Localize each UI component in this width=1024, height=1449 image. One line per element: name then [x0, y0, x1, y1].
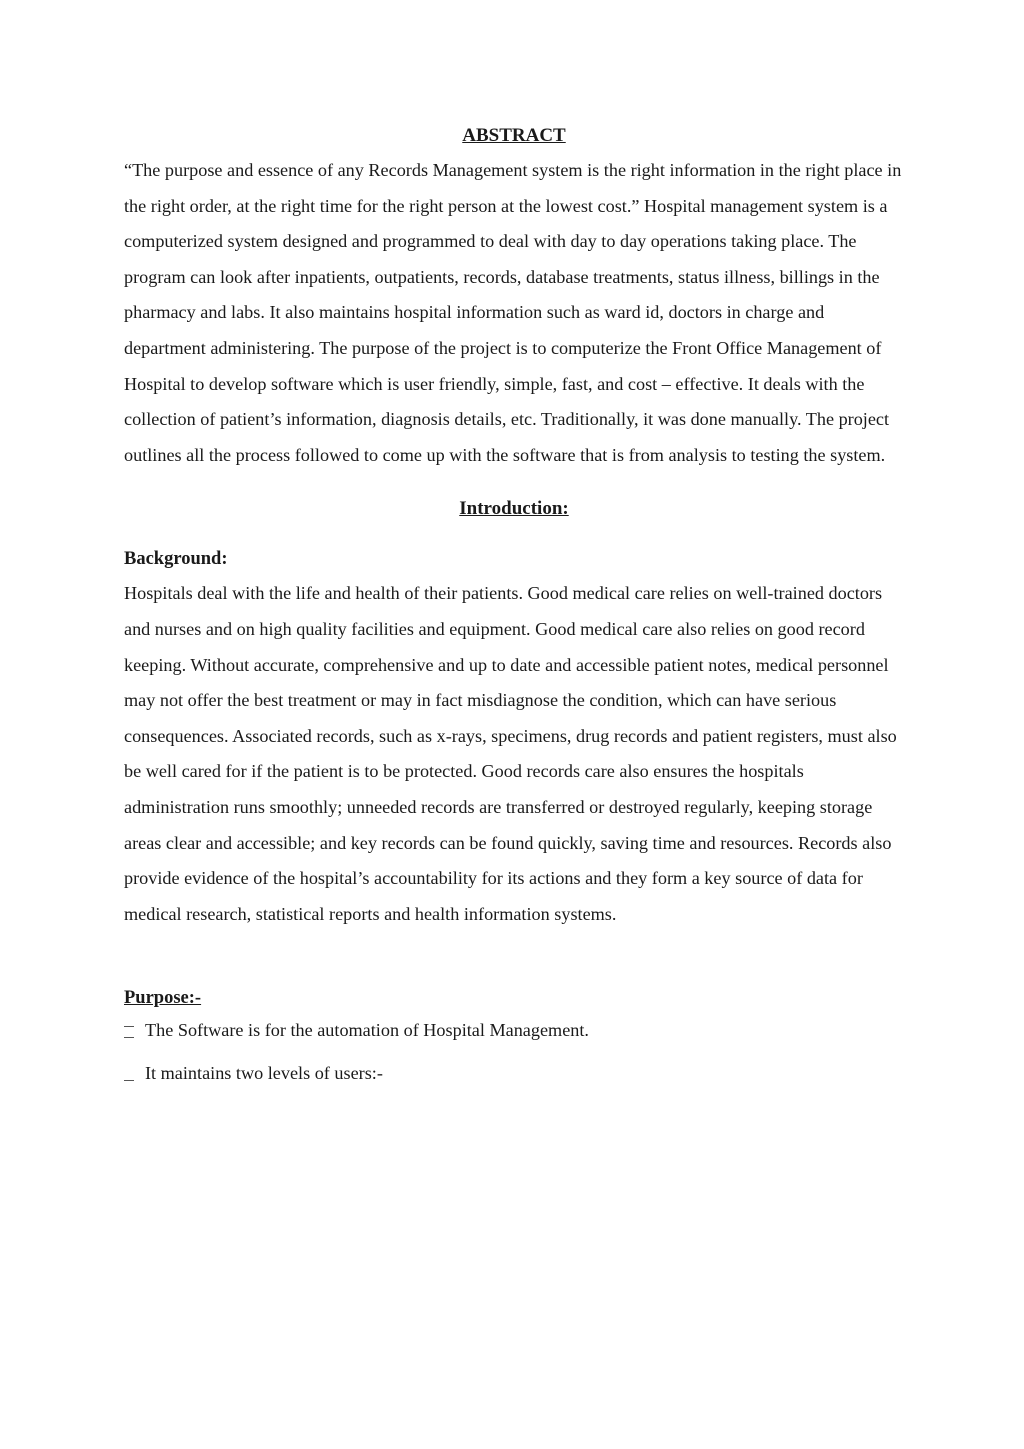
background-heading: Background:	[124, 549, 228, 570]
purpose-bullet-text: The Software is for the automation of Hospital Management.	[145, 1020, 589, 1041]
purpose-bullet-list	[124, 1016, 904, 1087]
purpose-heading: Purpose:-	[124, 988, 202, 1009]
introduction-title: Introduction:	[459, 498, 569, 520]
list-item	[124, 1016, 904, 1044]
bullet-icon	[124, 1069, 134, 1081]
purpose-bullet-text: It maintains two levels of users:-	[145, 1063, 383, 1084]
bullet-icon	[124, 1026, 134, 1038]
abstract-title: ABSTRACT	[462, 125, 566, 146]
document-page	[124, 122, 904, 1102]
background-body: Hospitals deal with the life and health of their patients. Good medical care relies on well-trained doctors and nurses and on high quality facilities and equipment. Good medical care also relies on good record keeping. Without accurate, comprehensive and up to date and accessible patient notes, medical personnel may not offer the best treatment or may in fact misdiagnose the condition, which can have serious consequences. Associated records, such as x-rays, specimens, drug records and patient registers, must also be well cared for if the patient is to be protected. Good records care also ensures the hospitals administration runs smoothly; unneeded records are transferred or destroyed regularly, keeping storage areas clear and accessible; and key records can be found quickly, saving time and resources. Records also provide evidence of the hospital’s accountability for its actions and they form a key source of data for medical research, statistical reports and health information systems.	[124, 583, 897, 924]
abstract-body: “The purpose and essence of any Records Management system is the right information in the right place in the right order, at the right time for the right person at the lowest cost.” Hospital management system is a computerized system designed and programmed to deal with day to day operations taking place. The program can look after inpatients, outpatients, records, database treatments, status illness, billings in the pharmacy and labs. It also maintains hospital information such as ward id, doctors in charge and department administering. The purpose of the project is to computerize the Front Office Management of Hospital to develop software which is user friendly, simple, fast, and cost – effective. It deals with the collection of patient’s information, diagnosis details, etc. Traditionally, it was done manually. The project outlines all the process followed to come up with the software that is from analysis to testing the system.	[124, 160, 902, 465]
list-item	[124, 1059, 904, 1087]
